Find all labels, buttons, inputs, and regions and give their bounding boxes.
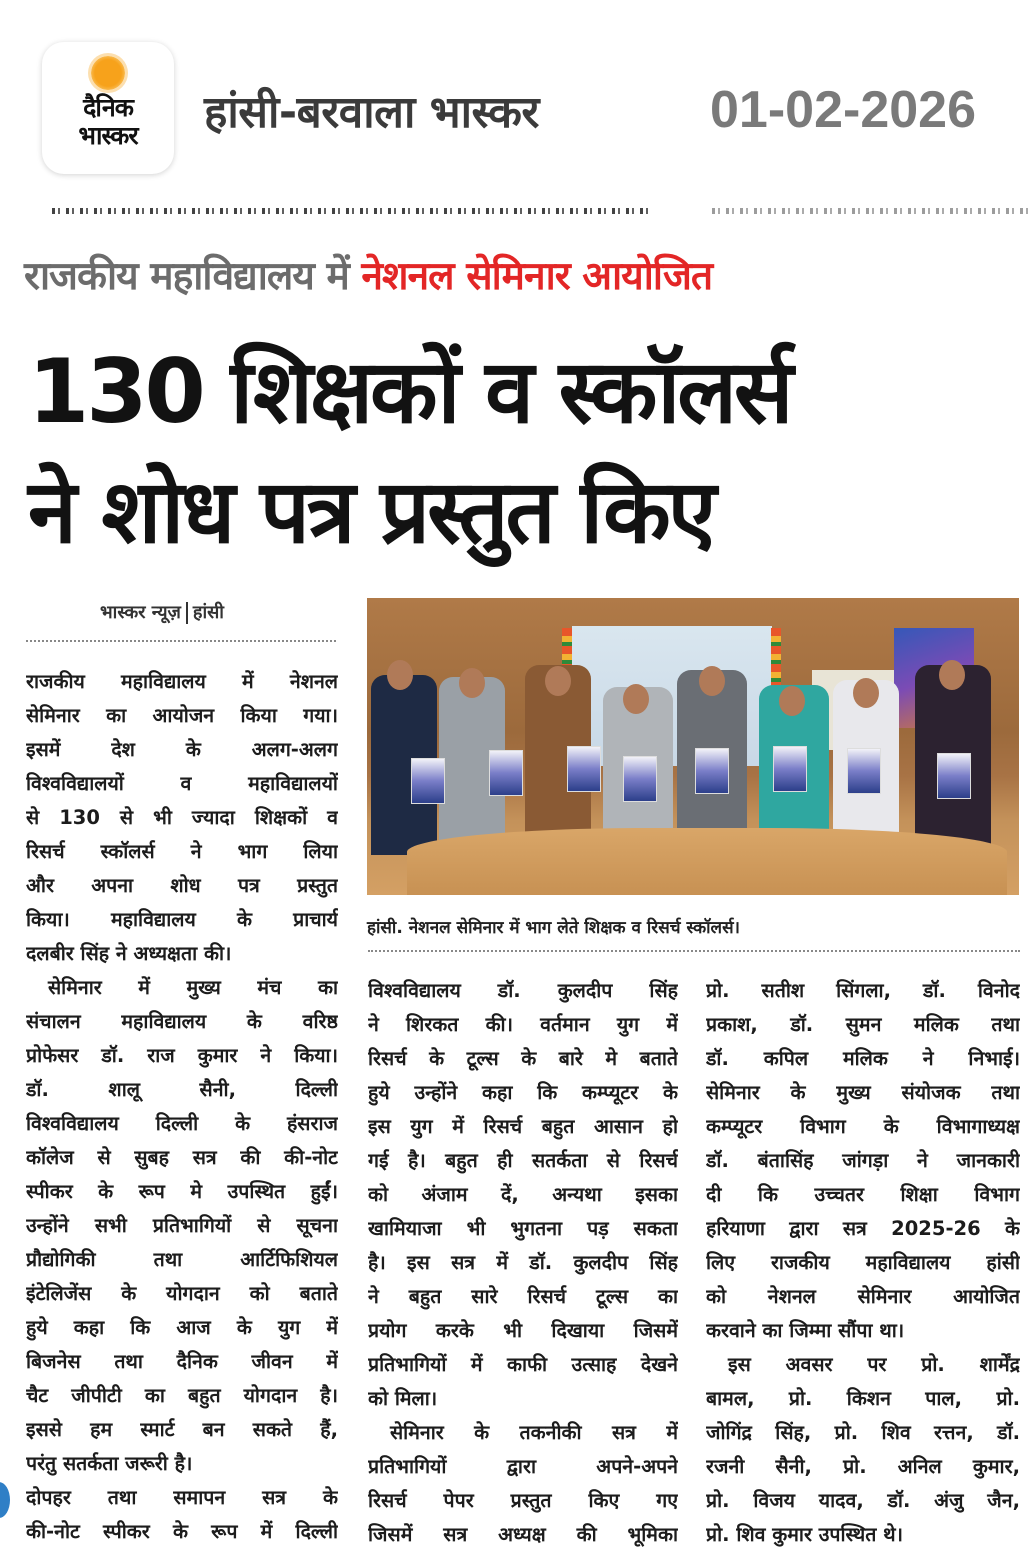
article-column-1 xyxy=(26,665,338,1549)
seminar-booklet xyxy=(623,756,657,802)
logo-text-line2: भास्कर xyxy=(78,121,138,150)
text-line: बामल, प्रो. किशन पाल, प्रो. xyxy=(706,1387,1020,1410)
text-line: इससे हम स्मार्ट बन सकते हैं, xyxy=(26,1418,338,1441)
text-line: को नेशनल सेमिनार आयोजित xyxy=(706,1285,1020,1308)
text-line: जोगिंद्र सिंह, प्रो. शिव रत्तन, डॉ. xyxy=(706,1421,1020,1444)
cropped-previous-text xyxy=(52,206,652,218)
article-kicker xyxy=(24,248,712,301)
text-line: प्रौद्योगिकी तथा आर्टिफिशियल xyxy=(26,1248,338,1271)
person-head xyxy=(545,666,571,696)
text-line: परंतु सतर्कता जरूरी है। xyxy=(26,1452,193,1475)
text-line: हुये उन्होंने कहा कि कम्प्यूटर के xyxy=(368,1081,678,1104)
text-line: प्रो. शिव कुमार उपस्थित थे। xyxy=(706,1523,903,1546)
text-line: हुये कहा कि आज के युग में xyxy=(26,1316,338,1339)
text-line: को अंजाम दें, अन्यथा इसका xyxy=(368,1183,678,1206)
headline-line-2: ने शोध पत्र प्रस्तुत किए xyxy=(28,460,714,563)
text-line: विश्वविद्यालयों व महाविद्यालयों xyxy=(26,772,338,795)
text-line: और अपना शोध पत्र प्रस्तुत xyxy=(26,874,338,897)
person-head xyxy=(387,660,413,690)
text-line: खामियाजा भी भुगतना पड़ सकता xyxy=(368,1217,678,1240)
kicker-red: नेशनल सेमिनार आयोजित xyxy=(361,254,713,299)
byline-divider xyxy=(186,602,188,624)
text-line: प्रतिभागियों में काफी उत्साह देखने xyxy=(368,1353,678,1376)
text-line: ने बहुत सारे रिसर्च टूल्स का xyxy=(368,1285,678,1308)
text-line: प्रतिभागियों द्वारा अपने-अपने xyxy=(368,1455,678,1478)
text-line: की-नोट स्पीकर के रूप में दिल्ली xyxy=(26,1520,338,1543)
text-line: विश्वविद्यालय दिल्ली के हंसराज xyxy=(26,1112,338,1135)
text-line: डॉ. शालू सैनी, दिल्ली xyxy=(26,1078,338,1101)
byline-source: भास्कर न्यूज़ xyxy=(100,602,181,623)
byline-place: हांसी xyxy=(192,602,224,623)
person-head xyxy=(939,660,965,690)
text-line: विश्वविद्यालय डॉ. कुलदीप सिंह xyxy=(368,979,678,1002)
text-line: चैट जीपीटी का बहुत योगदान है। xyxy=(26,1384,338,1407)
text-line: प्रोफेसर डॉ. राज कुमार ने किया। xyxy=(26,1044,338,1067)
seminar-booklet xyxy=(489,750,523,796)
text-line: प्रो. सतीश सिंगला, डॉ. विनोद xyxy=(706,979,1020,1002)
text-line: बिजनेस तथा दैनिक जीवन में xyxy=(26,1350,338,1373)
person-head xyxy=(853,678,879,708)
article-column-2 xyxy=(368,974,678,1552)
seminar-booklet xyxy=(847,748,881,794)
article-column-3 xyxy=(706,974,1020,1552)
text-line: रिसर्च पेपर प्रस्तुत किए गए xyxy=(368,1489,678,1512)
dotted-divider xyxy=(368,950,1020,952)
text-line: दोपहर तथा समापन सत्र के xyxy=(26,1486,338,1509)
text-line: है। इस सत्र में डॉ. कुलदीप सिंह xyxy=(368,1251,678,1274)
kicker-gray: राजकीय महाविद्यालय में xyxy=(24,254,349,299)
text-line: रजनी सैनी, प्रो. अनिल कुमार, xyxy=(706,1455,1020,1478)
seminar-booklet xyxy=(567,746,601,792)
cropped-previous-text xyxy=(712,206,1030,218)
text-line: से 130 से भी ज्यादा शिक्षकों व xyxy=(26,806,338,829)
edition-date: 01-02-2026 xyxy=(710,81,976,139)
photo-caption: हांसी. नेशनल सेमिनार में भाग लेते शिक्षक व रिसर्च स्कॉलर्स। xyxy=(367,918,740,938)
text-line: दी कि उच्चतर शिक्षा विभाग xyxy=(706,1183,1020,1206)
person-head xyxy=(623,684,649,714)
logo-text-line1: दैनिक xyxy=(83,93,133,122)
seminar-booklet xyxy=(411,758,445,804)
text-line: ने शिरकत की। वर्तमान युग में xyxy=(368,1013,678,1036)
text-line: डॉ. बंतासिंह जांगड़ा ने जानकारी xyxy=(706,1149,1020,1172)
person-head xyxy=(779,686,805,716)
conference-table xyxy=(407,828,1007,895)
text-line: करवाने का जिम्मा सौंपा था। xyxy=(706,1319,905,1342)
text-line: किया। महाविद्यालय के प्राचार्य xyxy=(26,908,338,931)
edition-header xyxy=(0,0,1031,190)
headline-line-1: 130 शिक्षकों व स्कॉलर्स xyxy=(28,340,791,443)
seminar-booklet xyxy=(773,746,807,792)
text-line: सेमिनार में मुख्य मंच का xyxy=(48,976,338,999)
sun-icon xyxy=(91,56,125,90)
edition-title: हांसी-बरवाला भास्कर xyxy=(204,87,539,138)
text-line: दलबीर सिंह ने अध्यक्षता की। xyxy=(26,942,232,965)
text-line: सेमिनार का आयोजन किया गया। xyxy=(26,704,338,727)
text-line: उन्होंने सभी प्रतिभागियों से सूचना xyxy=(26,1214,338,1237)
text-line: इस युग में रिसर्च बहुत आसान हो xyxy=(368,1115,678,1138)
text-line: राजकीय महाविद्यालय में नेशनल xyxy=(26,670,338,693)
text-line: डॉ. कपिल मलिक ने निभाई। xyxy=(706,1047,1020,1070)
text-line: इंटेलिजेंस के योगदान को बताते xyxy=(26,1282,338,1305)
text-line: गई है। बहुत ही सतर्कता से रिसर्च xyxy=(368,1149,678,1172)
text-line: संचालन महाविद्यालय के वरिष्ठ xyxy=(26,1010,338,1033)
person-head xyxy=(699,666,725,696)
text-line: प्रकाश, डॉ. सुमन मलिक तथा xyxy=(706,1013,1020,1036)
text-line: लिए राजकीय महाविद्यालय हांसी xyxy=(706,1251,1020,1274)
text-line: को मिला। xyxy=(368,1387,438,1410)
floating-scroll-handle[interactable] xyxy=(0,1482,10,1518)
text-line: स्पीकर के रूप मे उपस्थित हुईं। xyxy=(26,1180,338,1203)
dainik-bhaskar-logo[interactable] xyxy=(42,42,174,174)
text-line: प्रयोग करके भी दिखाया जिसमें xyxy=(368,1319,678,1342)
text-line: हरियाणा द्वारा सत्र 2025-26 के xyxy=(706,1217,1020,1240)
text-line: जिसमें सत्र अध्यक्ष की भूमिका xyxy=(368,1523,678,1546)
text-line: कम्प्यूटर विभाग के विभागाध्यक्ष xyxy=(706,1115,1020,1138)
person-head xyxy=(459,668,485,698)
seminar-booklet xyxy=(695,748,729,794)
dotted-divider xyxy=(26,640,336,642)
article-photo[interactable] xyxy=(367,598,1019,895)
text-line: रिसर्च के टूल्स के बारे मे बताते xyxy=(368,1047,678,1070)
byline xyxy=(100,600,224,624)
seminar-booklet xyxy=(937,753,971,799)
text-line: रिसर्च स्कॉलर्स ने भाग लिया xyxy=(26,840,338,863)
text-line: प्रो. विजय यादव, डॉ. अंजु जैन, xyxy=(706,1489,1020,1512)
text-line: सेमिनार के तकनीकी सत्र में xyxy=(390,1421,678,1444)
text-line: इस अवसर पर प्रो. शार्मेंद्र xyxy=(728,1353,1020,1376)
text-line: सेमिनार के मुख्य संयोजक तथा xyxy=(706,1081,1020,1104)
text-line: इसमें देश के अलग-अलग xyxy=(26,738,338,761)
text-line: कॉलेज से सुबह सत्र की की-नोट xyxy=(26,1146,338,1169)
